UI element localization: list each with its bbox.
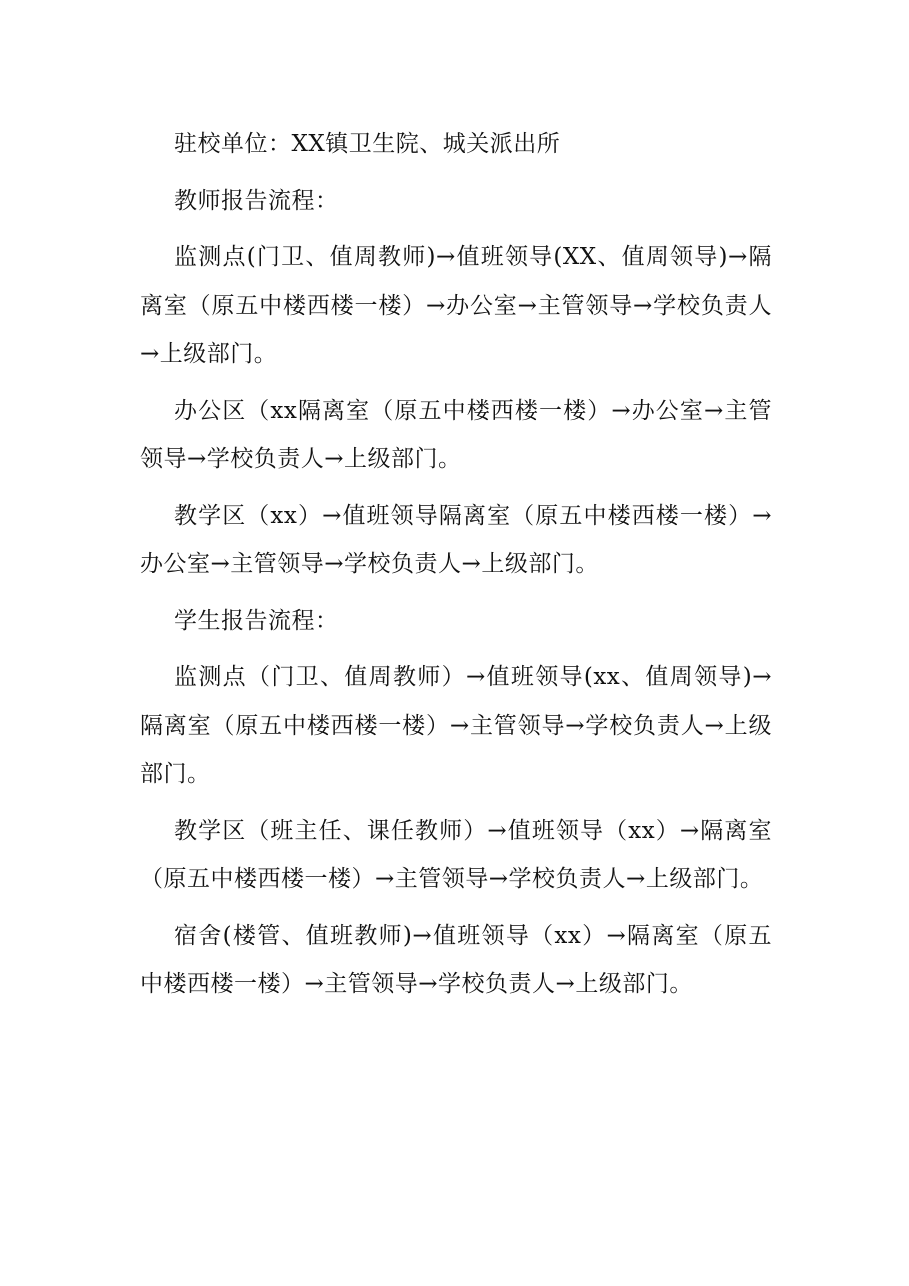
paragraph-student-teaching-area: 教学区（班主任、课任教师）→值班领导（xx）→隔离室（原五中楼西楼一楼）→主管领导→学校负责人→上级部门。 [140, 817, 772, 892]
heading-student-report-process: 学生报告流程： [174, 607, 339, 634]
paragraph-stationed-units: 驻校单位：XX镇卫生院、城关派出所 [174, 131, 561, 157]
paragraph-teacher-office-area: 办公区（xx隔离室（原五中楼西楼一楼）→办公室→主管领导→学校负责人→上级部门。 [140, 397, 772, 472]
paragraph-student-monitoring-point: 监测点（门卫、值周教师）→值班领导(xx、值周领导)→隔离室（原五中楼西楼一楼）→主管领导→学校负责人→上级部门。 [140, 664, 772, 787]
paragraph-student-dormitory: 宿舍(楼管、值班教师)→值班领导（xx）→隔离室（原五中楼西楼一楼）→主管领导→学校负责人→上级部门。 [140, 922, 772, 997]
heading-teacher-report-process: 教师报告流程： [174, 187, 339, 214]
paragraph-teacher-teaching-area: 教学区（xx）→值班领导隔离室（原五中楼西楼一楼）→办公室→主管领导→学校负责人→上级部门。 [140, 502, 772, 577]
paragraph-teacher-monitoring-point: 监测点(门卫、值周教师)→值班领导(XX、值周领导)→隔离室（原五中楼西楼一楼）→办公室→主管领导→学校负责人→上级部门。 [140, 244, 772, 367]
document-body [140, 120, 772, 1017]
